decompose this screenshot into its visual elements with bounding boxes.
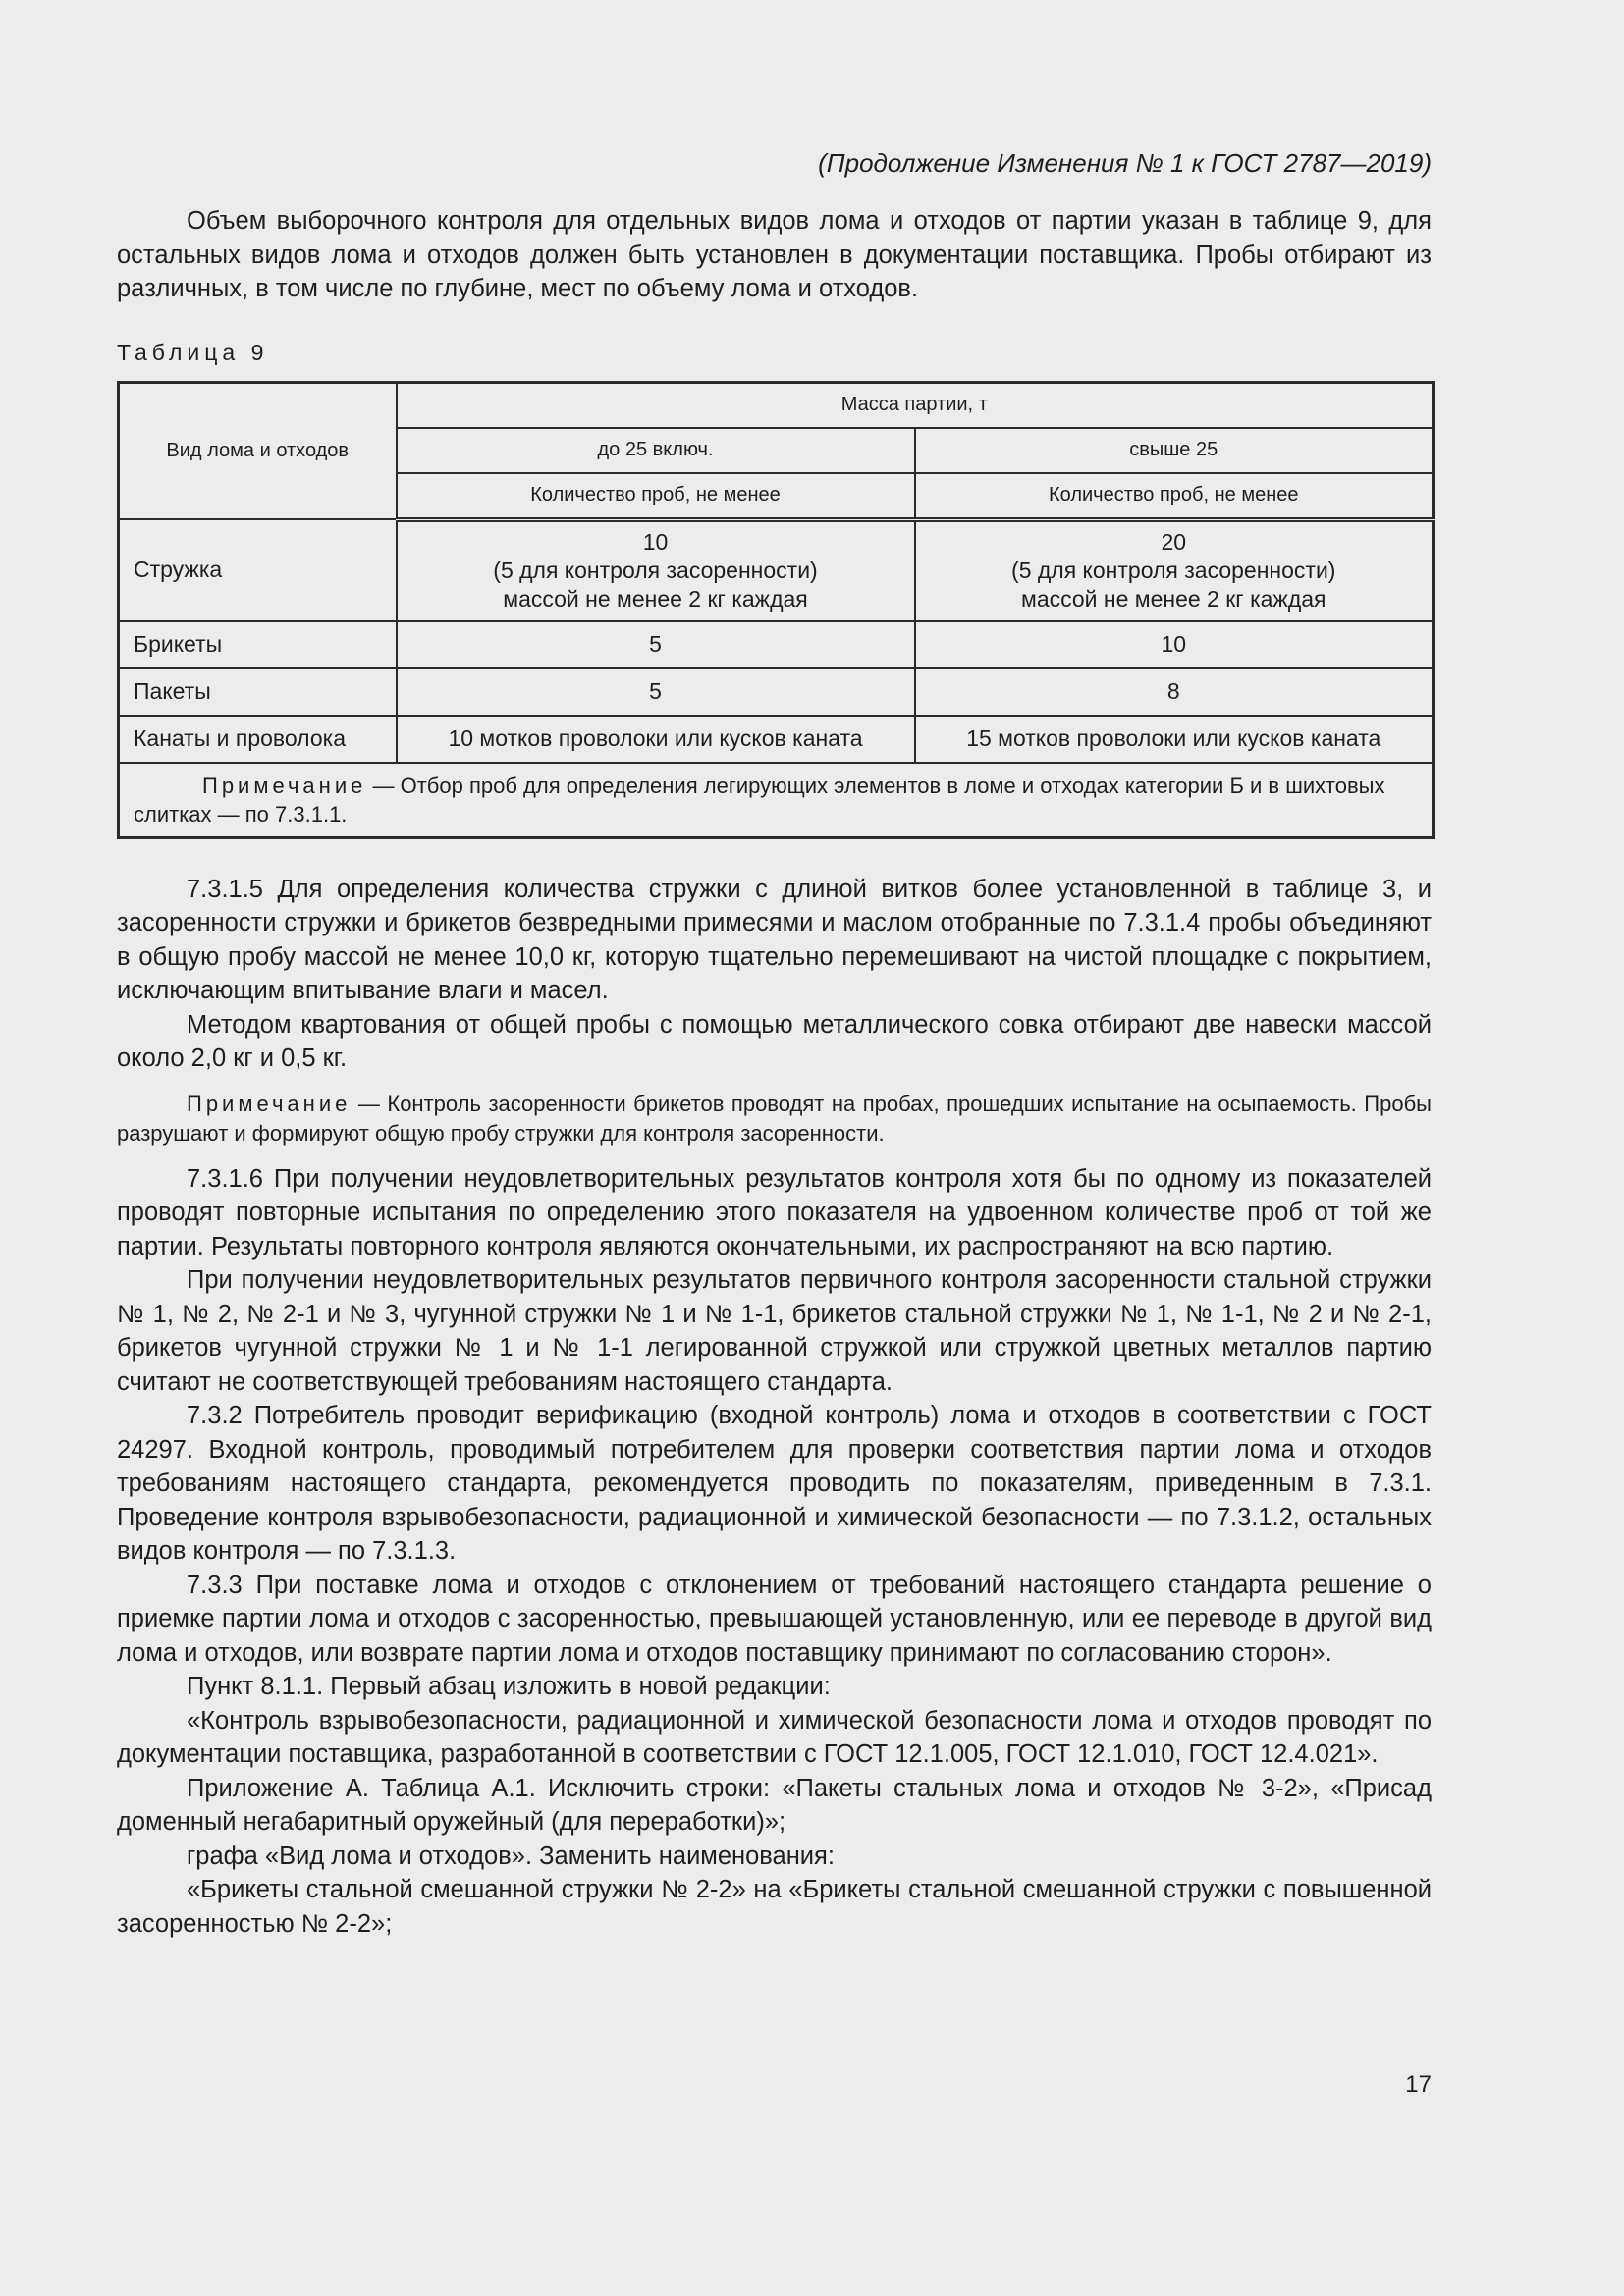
value-line: (5 для контроля засоренности) — [1011, 558, 1336, 583]
row-value-1: 5 — [397, 621, 915, 668]
paragraph-quartering: Методом квартования от общей пробы с помощью металлического совка отбирают две навески массой около 2,0 кг и 0,5 кг. — [117, 1010, 1432, 1072]
value-line: массой не менее 2 кг каждая — [503, 586, 808, 612]
paragraph-primary-control: При получении неудовлетворительных результатов первичного контроля засоренности стальной стружки № 1, № 2, № 2-1 и № 3, чугунной стружки № 1 и № 1-1, брикетов стальной стружки № 1, № 1-1, № 2 и № 2-1, брикетов чугунной стружки № 1 и № 1-1 легированной стружкой или стружкой цветных металлов партию считают не соответствующей требованиям настоящего стандарта. — [117, 1266, 1432, 1396]
table-caption: Таблица 9 — [117, 339, 269, 365]
note-label: Примечание — [202, 773, 367, 798]
header-up-to-25: до 25 включ. — [397, 428, 915, 473]
document-page — [117, 143, 1432, 1941]
header-scrap-type: Вид лома и отходов — [119, 382, 397, 519]
table-row — [119, 716, 1434, 763]
intro-paragraph: Объем выборочного контроля для отдельных видов лома и отходов от партии указан в таблице 9, для остальных видов лома и отходов должен быть установлен в документации поставщика. Пробы отбирают из различных, в том числе по глубине, мест по объему лома и отходов. — [117, 207, 1432, 302]
note-briquettes — [117, 1090, 1432, 1148]
table-row — [119, 668, 1434, 716]
page-number: 17 — [1405, 2071, 1432, 2098]
row-value-2: 10 — [915, 621, 1434, 668]
table-row — [119, 519, 1434, 621]
paragraph-appendix-a: Приложение А. Таблица А.1. Исключить строки: «Пакеты стальных лома и отходов № 3-2», «Присад доменный негабаритный оружейный (для переработки)»; — [117, 1774, 1432, 1836]
header-lot-mass: Масса партии, т — [397, 382, 1434, 428]
paragraph-7-3-3: 7.3.3 При поставке лома и отходов с отклонением от требований настоящего стандарта решение о приемке партии лома и отходов с засоренностью, превышающей установленную, или ее переводе в другой вид лома и отходов, или возврате партии лома и отходов поставщику принимают по согласованию сторон». — [117, 1571, 1432, 1667]
paragraph-briquettes-rename: «Брикеты стальной смешанной стружки № 2-2» на «Брикеты стальной смешанной стружки с повышенной засоренностью № 2-2»; — [117, 1876, 1432, 1938]
table-note-row — [119, 763, 1434, 838]
row-value-1: 5 — [397, 668, 915, 716]
paragraph-7-3-2: 7.3.2 Потребитель проводит верификацию (входной контроль) лома и отходов в соответствии с ГОСТ 24297. Входной контроль, проводимый потребителем для проверки соответствия партии лома и отходов требованиям настоящего стандарта, рекомендуется проводить по показателям, приведенным в 7.3.1. Проведение контроля взрывобезопасности, радиационной и химической безопасности — по 7.3.1.2, остальных видов контроля — по 7.3.1.3. — [117, 1402, 1432, 1565]
paragraph-quote-control: «Контроль взрывобезопасности, радиационной и химической безопасности лома и отходов проводят по документации поставщика, разработанной в соответствии с ГОСТ 12.1.005, ГОСТ 12.1.010, ГОСТ 12.4.021». — [117, 1706, 1432, 1768]
row-name: Канаты и проволока — [119, 716, 397, 763]
paragraph-7-3-1-6: 7.3.1.6 При получении неудовлетворительных результатов контроля хотя бы по одному из показателей проводят повторные испытания по определению этого показателя на удвоенном количестве проб от той же партии. Результаты повторного контроля являются окончательными, их распространяют на всю партию. — [117, 1164, 1432, 1260]
row-value-1 — [397, 519, 915, 621]
paragraph-column-replace: графа «Вид лома и отходов». Заменить наименования: — [187, 1842, 835, 1870]
paragraph-8-1-1: Пункт 8.1.1. Первый абзац изложить в новой редакции: — [187, 1673, 831, 1700]
value-line: 20 — [1161, 529, 1187, 555]
row-value-2: 8 — [915, 668, 1434, 716]
header-samples-2: Количество проб, не менее — [915, 473, 1434, 520]
running-header: (Продолжение Изменения № 1 к ГОСТ 2787—2019) — [818, 148, 1432, 178]
value-line: (5 для контроля засоренности) — [493, 558, 818, 583]
row-value-2 — [915, 519, 1434, 621]
paragraph-7-3-1-5: 7.3.1.5 Для определения количества стружки с длиной витков более установленной в таблице 3, и засоренности стружки и брикетов безвредными примесями и маслом отобранные по 7.3.1.4 пробы объединяют в общую пробу массой не менее 10,0 кг, которую тщательно перемешивают на чистой площадке с покрытием, исключающим впитывание влаги и масел. — [117, 875, 1432, 1004]
table-row — [119, 621, 1434, 668]
header-over-25: свыше 25 — [915, 428, 1434, 473]
value-line: 10 — [642, 529, 669, 555]
row-value-1: 10 мотков проволоки или кусков каната — [397, 716, 915, 763]
row-name: Стружка — [119, 519, 397, 621]
note-text: — Отбор проб для определения легирующих элементов в ломе и отходах категории Б и в шихтовых слитках — по 7.3.1.1. — [134, 773, 1385, 827]
header-samples-1: Количество проб, не менее — [397, 473, 915, 520]
note-label: Примечание — [187, 1091, 352, 1116]
note-text: — Контроль засоренности брикетов проводят на пробах, прошедших испытание на осыпаемость. Пробы разрушают и формируют общую пробу стружки для контроля засоренности. — [117, 1091, 1432, 1146]
row-value-2: 15 мотков проволоки или кусков каната — [915, 716, 1434, 763]
row-name: Брикеты — [119, 621, 397, 668]
row-name: Пакеты — [119, 668, 397, 716]
sampling-table — [117, 381, 1435, 839]
table-note — [119, 763, 1434, 838]
value-line: массой не менее 2 кг каждая — [1021, 586, 1326, 612]
